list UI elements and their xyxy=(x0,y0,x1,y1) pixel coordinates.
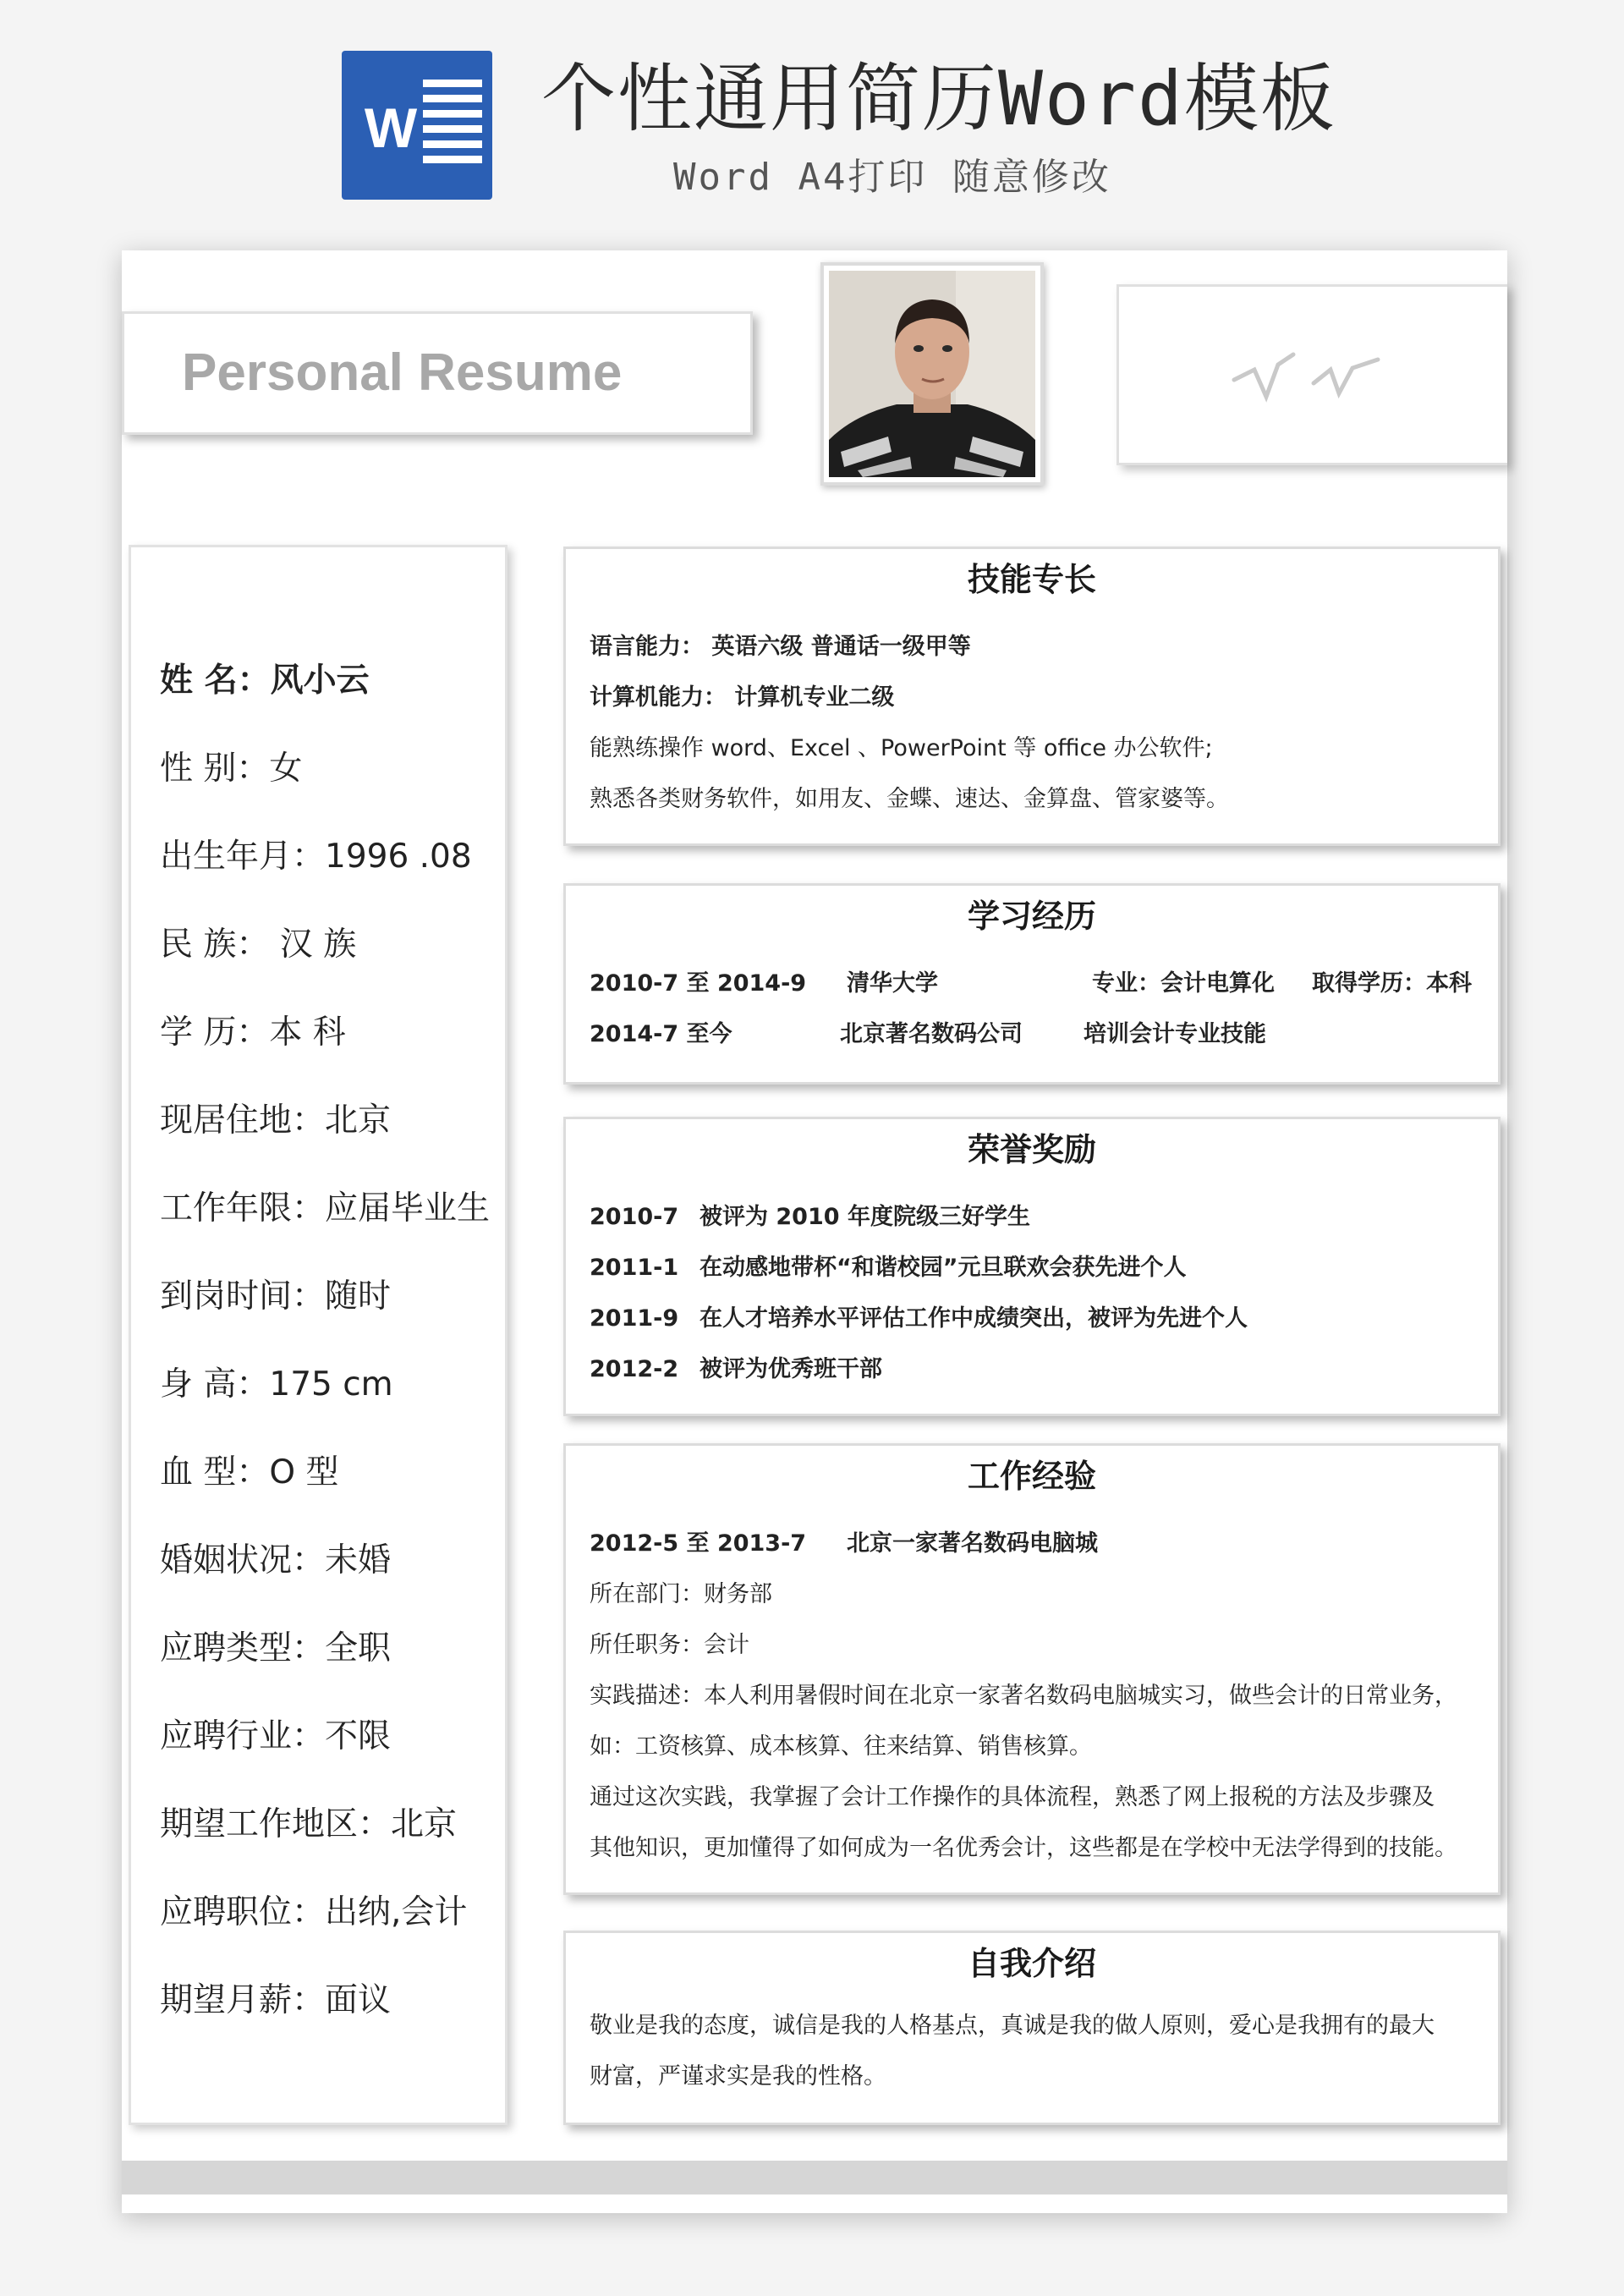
education-title: 学习经历 xyxy=(967,898,1096,935)
banner-title: 个性通用简历Word模板 xyxy=(541,55,1336,142)
work-line: 其他知识，更加懂得了如何成为一名优秀会计，这些都是在学校中无法学得到的技能。 xyxy=(590,1835,1457,1861)
education-section xyxy=(563,883,1501,1085)
skills-section xyxy=(563,547,1501,846)
intro-title: 自我介绍 xyxy=(967,1945,1096,1982)
info-industry: 应聘行业：不限 xyxy=(160,1717,392,1755)
skill-line: 语言能力： 英语六级 普通话一级甲等 xyxy=(590,634,971,660)
info-education: 学 历：本 科 xyxy=(160,1013,346,1052)
skills-title: 技能专长 xyxy=(967,561,1096,598)
intro-line: 财富，严谨求实是我的性格。 xyxy=(590,2063,886,2090)
info-blood-type: 血 型：O 型 xyxy=(160,1453,339,1491)
page-footer-bar xyxy=(122,2161,1507,2194)
intro-section xyxy=(563,1931,1501,2125)
work-line: 如：工资核算、成本核算、往来结算、销售核算。 xyxy=(590,1733,1092,1760)
resume-page xyxy=(122,250,1507,2213)
skill-line: 熟悉各类财务软件，如用友、金蝶、速达、金算盘、管家婆等。 xyxy=(590,786,1229,812)
work-line: 所在部门：财务部 xyxy=(590,1581,772,1607)
info-residence: 现居住地：北京 xyxy=(160,1101,392,1140)
info-work-area: 期望工作地区：北京 xyxy=(160,1805,458,1843)
info-birth: 出生年月：1996 .08 xyxy=(160,838,472,876)
banner-subtitle: Word A4打印 随意修改 xyxy=(673,156,1111,199)
banner xyxy=(0,0,1624,228)
education-row xyxy=(590,958,1486,1009)
work-line: 通过这次实践，我掌握了会计工作操作的具体流程，熟悉了网上报税的方法及步骤及 xyxy=(590,1784,1435,1810)
info-name: 姓 名：风小云 xyxy=(160,662,370,700)
info-ethnicity: 民 族： 汉 族 xyxy=(160,926,357,964)
intro-line: 敬业是我的态度，诚信是我的人格基点，真诚是我的做人原则，爱心是我拥有的最大 xyxy=(590,2013,1435,2039)
honor-item xyxy=(590,1192,1486,1243)
info-work-years: 工作年限：应届毕业生 xyxy=(160,1189,491,1228)
signature-box xyxy=(1116,284,1507,465)
info-height: 身 高：175 cm xyxy=(160,1365,393,1403)
personal-info-panel xyxy=(129,545,508,2125)
honors-section xyxy=(563,1117,1501,1416)
education-detail: 培训会计专业技能 xyxy=(1084,1021,1266,1047)
honors-title: 荣誉奖励 xyxy=(967,1131,1096,1168)
honor-text: 在人才培养水平评估工作中成绩突出，被评为先进个人 xyxy=(700,1305,1248,1332)
honor-text: 被评为 2010 年度院级三好学生 xyxy=(700,1204,1030,1230)
work-title: 工作经验 xyxy=(967,1458,1096,1495)
info-gender: 性 别：女 xyxy=(160,750,303,788)
work-line: 实践描述：本人利用暑假时间在北京一家著名数码电脑城实习，做些会计的日常业务， xyxy=(590,1683,1457,1709)
honor-date: 2011-1 xyxy=(590,1255,679,1281)
info-salary: 期望月薪：面议 xyxy=(160,1981,392,2019)
education-detail: 专业：会计电算化 xyxy=(1092,970,1275,997)
honor-text: 被评为优秀班干部 xyxy=(700,1356,882,1382)
signature-icon xyxy=(1229,346,1398,405)
profile-photo xyxy=(820,262,1044,486)
info-position: 应聘职位：出纳,会计 xyxy=(160,1893,468,1931)
resume-title-box xyxy=(122,311,753,435)
info-start-time: 到岗时间：随时 xyxy=(160,1277,392,1316)
honor-date: 2012-2 xyxy=(590,1356,679,1382)
work-line: 所任职务：会计 xyxy=(590,1632,749,1658)
skill-line: 计算机能力： 计算机专业二级 xyxy=(590,684,895,711)
work-section xyxy=(563,1443,1501,1895)
honor-date: 2011-9 xyxy=(590,1305,679,1332)
honor-text: 在动感地带杯“和谐校园”元旦联欢会获先进个人 xyxy=(700,1255,1187,1281)
logo-letter: W xyxy=(364,96,418,159)
honor-date: 2010-7 xyxy=(590,1204,679,1230)
education-org: 北京著名数码公司 xyxy=(840,1021,1023,1047)
info-marital: 婚姻状况：未婚 xyxy=(160,1541,392,1579)
honor-item xyxy=(590,1294,1486,1344)
honor-item xyxy=(590,1243,1486,1294)
info-job-type: 应聘类型：全职 xyxy=(160,1629,392,1667)
education-extra: 取得学历：本科 xyxy=(1312,970,1472,997)
honor-item xyxy=(590,1344,1486,1395)
education-period: 2010-7 至 2014-9 xyxy=(590,970,807,997)
work-period: 2012-5 至 2013-7 xyxy=(590,1530,807,1557)
education-row xyxy=(590,1009,1486,1060)
education-period: 2014-7 至今 xyxy=(590,1021,732,1047)
work-header xyxy=(590,1519,1486,1569)
education-org: 清华大学 xyxy=(847,970,938,997)
word-logo-icon xyxy=(342,51,492,200)
work-company: 北京一家著名数码电脑城 xyxy=(847,1530,1098,1557)
avatar xyxy=(829,271,1035,477)
resume-heading: Personal Resume xyxy=(182,343,623,402)
skill-line: 能熟练操作 word、Excel 、PowerPoint 等 office 办公软件; xyxy=(590,735,1213,761)
